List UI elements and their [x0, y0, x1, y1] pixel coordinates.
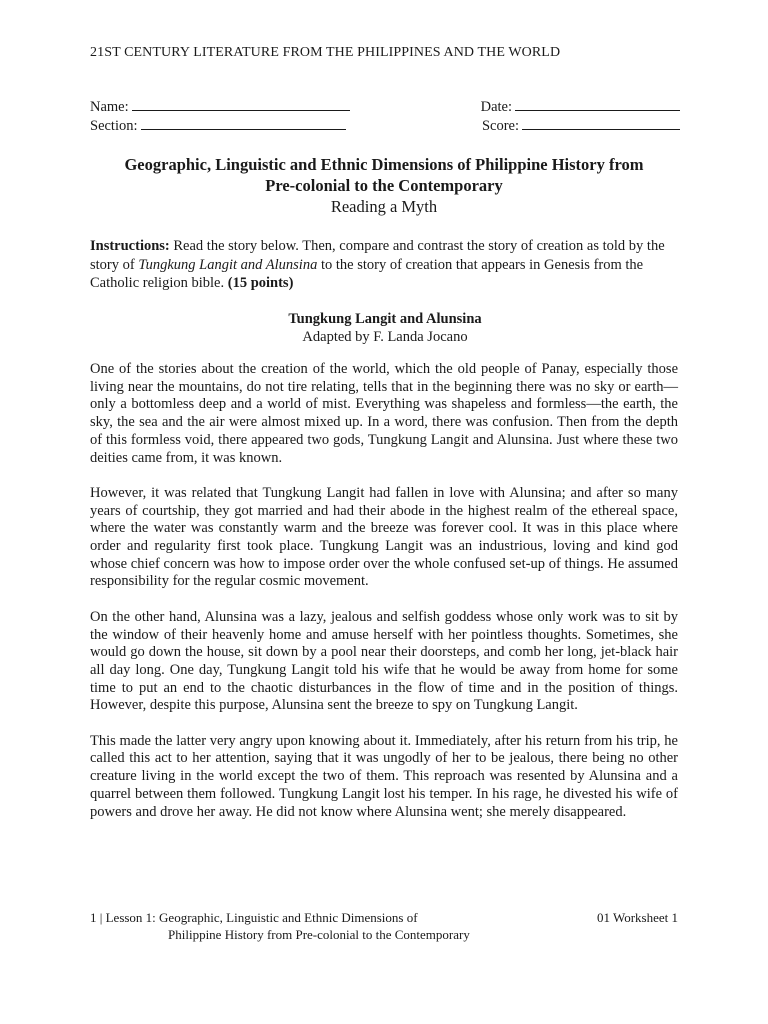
student-info-fields: [90, 97, 680, 135]
instructions-points: (15 points): [227, 275, 294, 291]
instructions-text-2: to the story of creation that appears in Genesis from the Catholic religion bible.: [90, 256, 644, 291]
story-paragraph: On the other hand, Alunsina was a lazy, jealous and selfish goddess whose only work was to sit by the window of their heavenly home and amuse herself with her pointless thoughts. Sometimes, she would go down the house, sit down by a pool near their doorsteps, and comb her long, jet-black hair all day long. One day, Tungkung Langit told his wife that he would be away from home for some time to put an end to the chaotic disturbances in the flow of time and in the position of things. However, despite this purpose, Alunsina sent the breeze to spy on Tungkung Langit.: [90, 608, 678, 714]
section-blank-line: [141, 116, 346, 130]
section-label: Section:: [90, 118, 138, 134]
course-header: 21ST CENTURY LITERATURE FROM THE PHILIPPINES AND THE WORLD: [90, 45, 561, 60]
footer-line-1: 1 | Lesson 1: Geographic, Linguistic and Ethnic Dimensions of: [90, 910, 418, 925]
date-label: Date:: [480, 99, 512, 115]
story-heading: [90, 310, 680, 346]
story-adapted-by: Adapted by F. Landa Jocano: [302, 329, 468, 345]
field-row-2: [90, 116, 680, 135]
name-label: Name:: [90, 99, 129, 115]
footer-worksheet-number: 01 Worksheet 1: [596, 910, 678, 925]
footer-line-2: Philippine History from Pre-colonial to the Contemporary: [168, 927, 470, 942]
name-field: [90, 97, 350, 116]
story-paragraph: This made the latter very angry upon knowing about it. Immediately, after his return from his trip, he called this act to her attention, saying that it was ungodly of her to be jealous, there being no other creature living in the world except the two of them. This reproach was resented by Alunsina and a quarrel between them followed. Tungkung Langit lost his temper. In his rage, he divested his wife of powers and drove her away. He did not know where Alunsina went; she merely disappeared.: [90, 732, 678, 820]
story-paragraph: However, it was related that Tungkung Langit had fallen in love with Alunsina; and after so many years of courtship, they got married and had their abode in the highest realm of the ethereal space, where the water was constantly warm and the breeze was forever cool. It was in this place where order and regularity first took place. Tungkung Langit was an industrious, loving and kind god whose chief concern was how to impose order over the whole confused set-up of things. He assumed responsibility for the regular cosmic movement.: [90, 484, 678, 590]
score-field: [482, 116, 680, 135]
story-paragraph: One of the stories about the creation of the world, which the old people of Panay, especially those living near the mountains, do not tire relating, tells that in the beginning there was no sky or earth—only a bottomless deep and a world of mist. Everything was shapeless and formless—the earth, the sky, the sea and the air were almost mixed up. In a word, there was confusion. Then from the depth of this formless void, there appeared two gods, Tungkung Langit and Alunsina. Just where these two deities came from, it was known.: [90, 361, 678, 466]
instructions-label: Instructions:: [90, 238, 170, 254]
instructions: [90, 237, 680, 293]
worksheet-title-line1: Geographic, Linguistic and Ethnic Dimensions of Philippine History from: [124, 155, 644, 174]
instructions-story-ref: Tungkung Langit and Alunsina: [138, 256, 318, 273]
story-body: [90, 361, 678, 839]
score-blank-line: [522, 116, 680, 130]
footer-lesson: [90, 909, 470, 943]
date-blank-line: [515, 97, 680, 111]
field-row-1: [90, 97, 680, 116]
section-field: [90, 116, 346, 135]
worksheet-subtitle: Reading a Myth: [330, 197, 438, 216]
instructions-text-1: Read the story below. Then, compare and contrast the story of creation as told by the story of: [90, 238, 665, 273]
name-blank-line: [132, 97, 350, 111]
score-label: Score:: [481, 118, 519, 134]
story-title: Tungkung Langit and Alunsina: [288, 311, 482, 327]
worksheet-title-line2: Pre-colonial to the Contemporary: [265, 176, 503, 195]
title-block: [60, 154, 708, 217]
date-field: [481, 97, 680, 116]
